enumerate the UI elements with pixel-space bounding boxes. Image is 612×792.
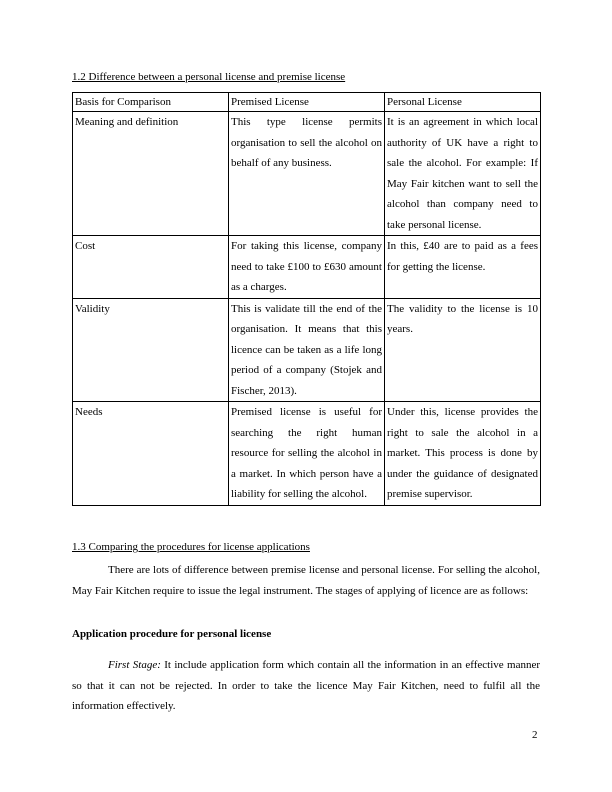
subheading-personal-license-procedure: Application procedure for personal license: [72, 628, 272, 640]
table-row: [73, 298, 541, 402]
first-stage-label: First Stage:: [108, 659, 161, 671]
table-cell-personal: In this, £40 are to paid as a fees for getting the license.: [385, 236, 541, 299]
table-cell-premised: This type license permits organisation to sell the alcohol on behalf of any business.: [229, 112, 385, 236]
column-header-personal: Personal License: [385, 93, 541, 112]
column-header-premised: Premised License: [229, 93, 385, 112]
table-cell-premised: For taking this license, company need to take £100 to £630 amount as a charges.: [229, 236, 385, 299]
table-row: [73, 112, 541, 236]
table-cell-premised: Premised license is useful for searching the right human resource for selling the alcohol in a market. In which person have a liability for selling the alcohol.: [229, 402, 385, 506]
table-row: [73, 402, 541, 506]
table-cell-basis: Needs: [73, 402, 229, 506]
table-cell-personal: It is an agreement in which local authority of UK have a right to sale the alcohol. For example: If May Fair kitchen want to sell the alcohol than company need to take personal license.: [385, 112, 541, 236]
table-cell-personal: The validity to the license is 10 years.: [385, 298, 541, 402]
first-stage-paragraph: [72, 655, 540, 717]
column-header-basis: Basis for Comparison: [73, 93, 229, 112]
table-header-row: [73, 93, 541, 112]
table-cell-personal: Under this, license provides the right to sale the alcohol in a market. This process is done by under the guidance of designated premise supervisor.: [385, 402, 541, 506]
intro-paragraph: There are lots of difference between premise license and personal license. For selling the alcohol, May Fair Kitchen require to issue the legal instrument. The stages of applying of licence are as follows:: [72, 564, 540, 597]
table-cell-basis: Meaning and definition: [73, 112, 229, 236]
comparison-table: [72, 92, 541, 506]
table-row: [73, 236, 541, 299]
table-cell-basis: Validity: [73, 298, 229, 402]
page-number: 2: [532, 729, 538, 741]
section-heading-1-3: 1.3 Comparing the procedures for license applications: [72, 541, 310, 553]
first-stage-text: It include application form which contain all the information in an effective manner so that it can not be rejected. In order to take the licence May Fair Kitchen, need to fulfil all the information effectively.: [72, 659, 541, 712]
section-heading-1-2: 1.2 Difference between a personal license and premise license: [72, 71, 346, 83]
table-cell-basis: Cost: [73, 236, 229, 299]
table-cell-premised: This is validate till the end of the organisation. It means that this licence can be taken as a life long period of a company (Stojek and Fischer, 2013).: [229, 298, 385, 402]
